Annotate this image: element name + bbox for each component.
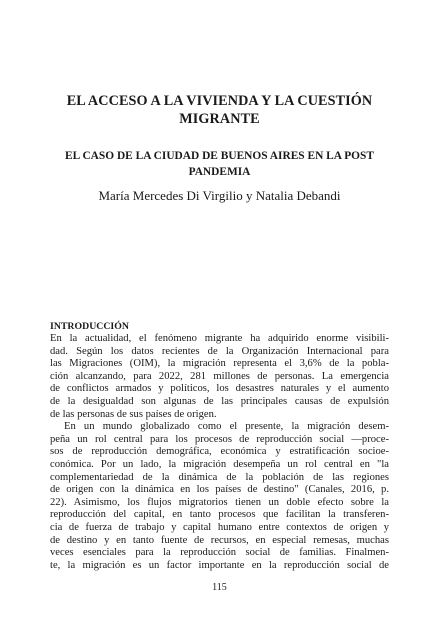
body-line: peña un rol central para los procesos de reproducción social —proce- <box>50 433 389 445</box>
body-line: veces esenciales para la reproducción social de familias. Finalmen- <box>50 547 389 559</box>
body-line: dad. Según los datos recientes de la Organización Internacional para <box>50 345 389 357</box>
body-line: de conflictos armados y políticos, los desastres naturales y el aumento <box>50 383 389 395</box>
body-line: conómica. Por un lado, la migración desempeña un rol central en "la <box>50 458 389 470</box>
body-line: de la desigualdad son algunas de las principales causas de expulsión <box>50 395 389 407</box>
body-line: cia de fuerza de trabajo y capital humano entre contextos de origen y <box>50 521 389 533</box>
body-text <box>50 333 389 572</box>
body-line: En un mundo globalizado como el presente, la migración desem- <box>64 421 389 433</box>
page-number: 115 <box>212 582 227 593</box>
body-line: complementariedad de la dinámica de la población de las regiones <box>50 471 389 483</box>
body-line: te, la migración es un factor importante en la reproducción social de <box>50 559 389 571</box>
body-line: de origen con la dinámica en los países de destino" (Canales, 2016, p. <box>50 484 389 496</box>
body-line: reproducción del capital, en tanto procesos que facilitan la transferen- <box>50 509 389 521</box>
section-heading: INTRODUCCIÓN <box>50 321 129 332</box>
chapter-subtitle: EL CASO DE LA CIUDAD DE BUENOS AIRES EN LA POST PANDEMIA <box>65 150 374 178</box>
body-line: sos de reproducción demográfica, económica y estratificación socioe- <box>50 446 389 458</box>
chapter-authors: María Mercedes Di Virgilio y Natalia Debandi <box>98 188 341 203</box>
body-line: las Migraciones (OIM), la migración representa el 3,6% de la pobla- <box>50 358 389 370</box>
body-line: En la actualidad, el fenómeno migrante ha adquirido enorme visibili- <box>50 333 389 344</box>
body-line: ción alcanzando, para 2022, 281 millones de personas. La emergencia <box>50 370 389 382</box>
body-line: de las personas de sus países de origen. <box>50 408 217 420</box>
chapter-title: EL ACCESO A LA VIVIENDA Y LA CUESTIÓN MIGRANTE <box>66 93 373 127</box>
body-line: 22). Asimismo, los flujos migratorios tienen un doble efecto sobre la <box>50 496 389 508</box>
body-line: de destino y en tanto fuente de recursos, en especial remesas, muchas <box>50 534 389 546</box>
